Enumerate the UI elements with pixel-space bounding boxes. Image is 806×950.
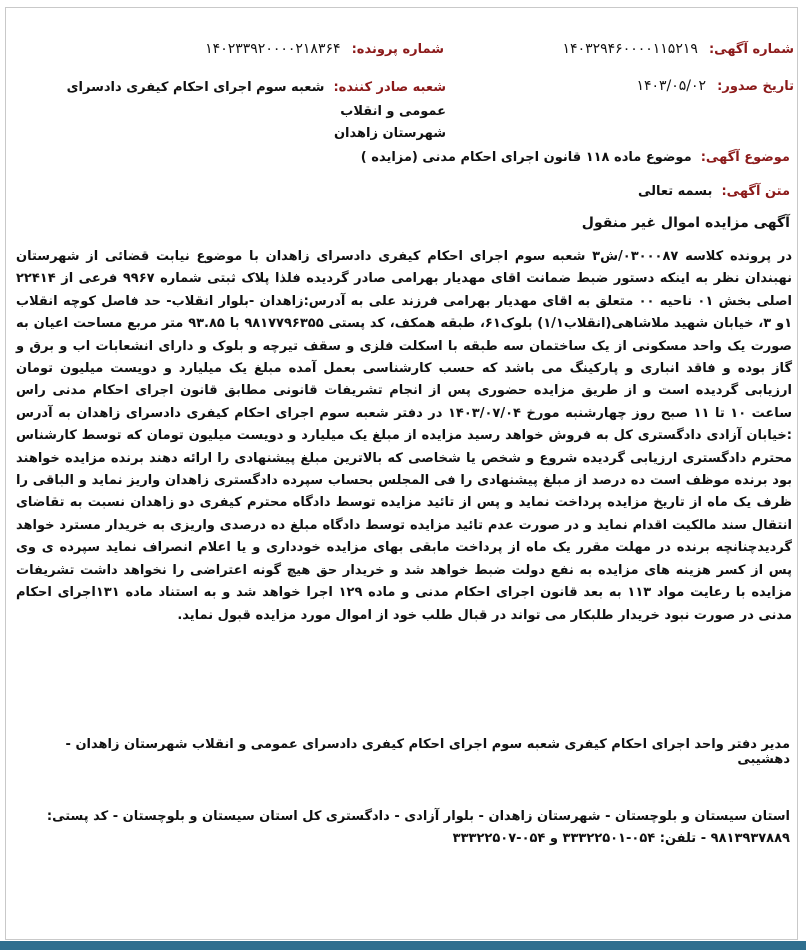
address-line2: ۹۸۱۳۹۳۷۸۸۹ - تلفن: ۰۵۴-۳۳۳۲۲۵۰۱ و ۰۵۴-۳۳۳۲۲۵۰۷ [452,831,790,846]
notice-number-row [414,38,794,57]
notice-text-row [390,180,790,199]
case-number-label: شماره پرونده: [351,42,444,57]
address-block [14,806,790,850]
subject-row [90,146,790,165]
bottom-bar [0,941,806,950]
issue-date-label: تاریخ صدور: [717,79,794,94]
signature-line: مدیر دفتر واحد اجرای احکام کیفری شعبه سوم اجرای احکام کیفری دادسرای عمومی و انقلاب شهرستان زاهدان - دهشیبی [65,737,790,767]
issuer-label: شعبه صادر کننده: [333,80,446,95]
issue-date-value: ۱۴۰۳/۰۵/۰۲ [636,78,707,94]
issuer-row [26,75,446,145]
address-line1: استان سیستان و بلوچستان - شهرستان زاهدان - بلوار آزادی - دادگستری کل استان سیستان و بلوچستان - کد پستی: [46,809,790,824]
notice-number-label: شماره آگهی: [708,42,794,57]
case-number-row [204,38,444,57]
notice-paragraph: در پرونده کلاسه ۰۳۰۰۰۸۷/ش۳ شعبه سوم اجرای احکام کیفری دادسرای زاهدان با موضوع نیابت قضائی از شهرستان نهبندان نظر به اینکه دستور ضبط ضمانت اقای مهدیار بهرامی صادر گردیده فلذا پلاک ثبتی شماره ۹۹۶۷ فرعی از ۲۲۴۱۴ اصلی بخش ۰۱ ناحیه ۰۰ متعلق به اقای مهدیار بهرامی فرزند علی به آدرس:زاهدان -بلوار انقلاب- حد فاصل کوچه انقلاب ۱و ۳، خیابان شهید ملاشاهی(انقلاب۱/۱) بلوک۶۱، طبقه همکف، کد پستی ۹۸۱۷۷۹۶۳۵۵ با ۹۳.۸۵ متر مربع مساحت اعیان به صورت یک واحد مسکونی از یک ساختمان سه طبقه با اسکلت فلزی و سقف تیرچه و بلوک و دارای انشعابات اب و برق و گاز بوده و فاقد انباری و پارکینگ می باشد که حسب کارشناسی بعمل آمده مبلغ یک میلیارد و دویست میلیون تومان ارزیابی گردیده است و از طریق مزایده حضوری پس از انجام تشریفات قانونی مطابق قانون اجرای احکام مدنی راس ساعت ۱۰ تا ۱۱ صبح روز چهارشنبه مورخ ۱۴۰۳/۰۷/۰۴ در دفتر شعبه سوم اجرای احکام کیفری دادسرای زاهدان به آدرس :خیابان آزادی دادگستری کل به فروش خواهد رسید مزایده از مبلغ یک میلیارد و دویست میلیون تومان که توسط کارشناس محترم دادگستری ارزیابی گردیده شروع و شخص یا شخاصی که بالاترین مبلغ پیشنهادی را ارائه دهند برنده مزایده خواهند بود برنده موظف است ده درصد از مبلغ پیشنهادی را فی المجلس بحساب سپرده دادگستری زاهدان واریز نماید و الباقی را ظرف یک ماه از تاریخ مزایده پرداخت نماید و پس از تائید مزایده توسط دادگاه محترم کیفری دو زاهدان نسبت به تقاضای انتقال سند مالکیت اقدام نماید و در صورت عدم تائید مزایده توسط دادگاه مبلغ ده درصدی واریزی به خریدار مسترد خواهد گردیدچنانچه برنده در مهلت مقرر یک ماه از پرداخت مابقی بهای مزایده خودداری و یا اعلام انصراف نماید سپرده ی وی پس از کسر هزینه های مزایده به نفع دولت ضبط خواهد شد و خریدار حق هیچ گونه اعتراضی را نخواهد داشت تشریفات مزایده با رعایت مواد ۱۱۳ به بعد قانون اجرای احکام مدنی و ماده ۱۲۹ اجرا خواهد شد و به استناد ماده ۱۳۱اجرای احکام مدنی در صورت نبود خریدار طلبکار می تواند در قبال طلب خود از اموال مورد مزایده قبول نماید. [16,249,793,623]
notice-number-value: ۱۴۰۳۲۹۴۶۰۰۰۰۱۱۵۲۱۹ [562,41,698,57]
issue-date-row [414,75,794,94]
case-number-value: ۱۴۰۲۳۳۹۲۰۰۰۰۲۱۸۳۶۴ [205,41,341,57]
notice-text-label: متن آگهی: [721,184,790,199]
issuer-line2: شهرستان زاهدان [333,126,446,141]
issuer-line1: شعبه سوم اجرای احکام کیفری دادسرای عمومی و انقلاب [66,80,446,119]
subject-label: موضوع آگهی: [700,150,790,165]
subject-value: موضوع ماده ۱۱۸ قانون اجرای احکام مدنی (مزایده ) [360,150,692,165]
basmala: بسمه تعالی [638,184,713,199]
notice-title: آگهی مزایده اموال غیر منقول [581,215,790,231]
